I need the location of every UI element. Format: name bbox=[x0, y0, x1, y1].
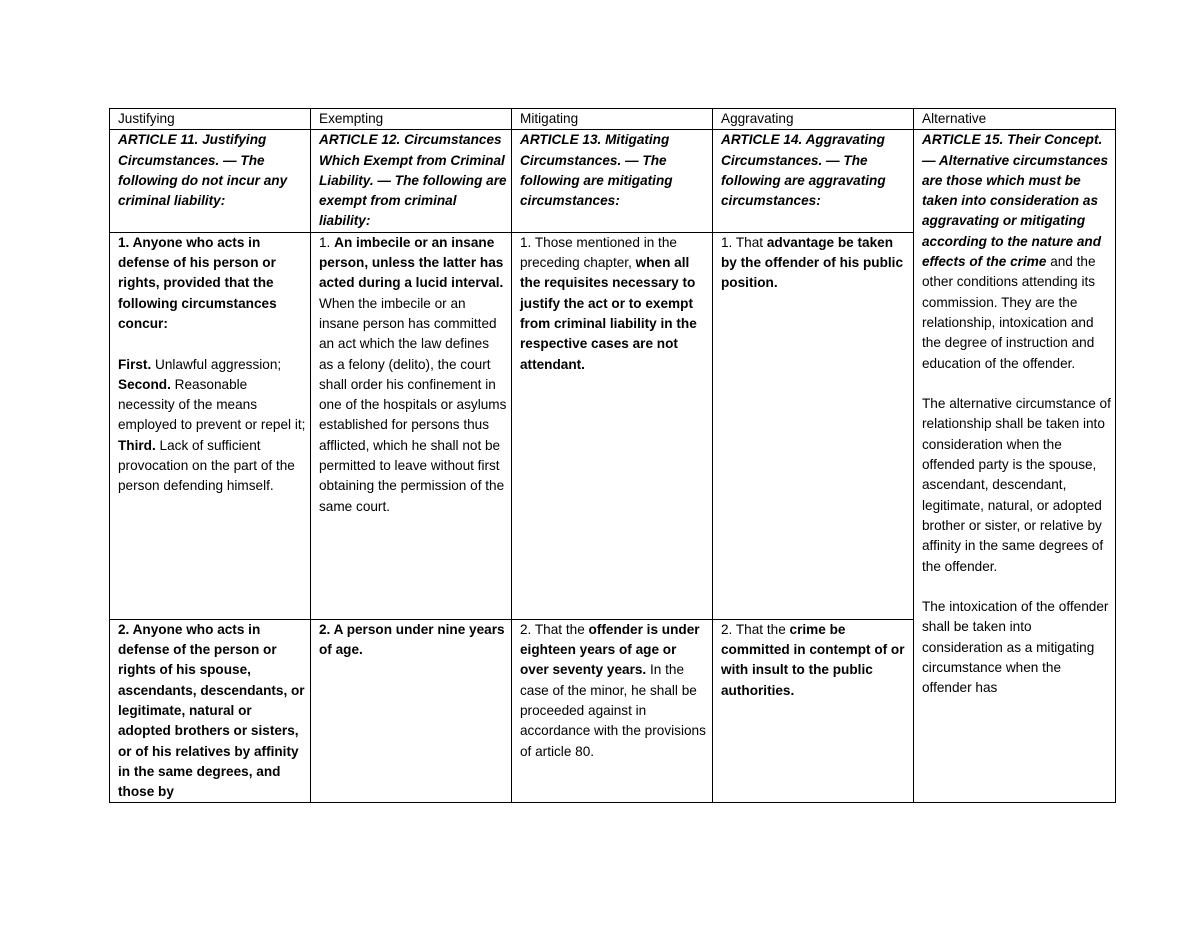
header-row bbox=[110, 109, 1116, 130]
alternative-cell bbox=[914, 130, 1116, 803]
requisite-third-label: Third. bbox=[118, 437, 156, 453]
header-mitigating: Mitigating bbox=[512, 109, 713, 130]
aggravating-item-2 bbox=[713, 619, 914, 803]
aggravating-item-2-normal: That the bbox=[735, 621, 790, 637]
exempting-item-1-num: 1. bbox=[319, 234, 335, 250]
aggravating-item-1-bold: advantage be taken by the offender of his public position. bbox=[721, 234, 904, 291]
justifying-item-2-text: 2. Anyone who acts in defense of the person or rights of his spouse, ascendants, descendants, or legitimate, natural or adopted brothers or sisters, or of his relatives by affinity in the same degrees, and those by bbox=[118, 621, 305, 800]
relationship-paragraph: The alternative circumstance of relationship shall be taken into consideration when the offended party is the spouse, ascendant, descendant, legitimate, natural, or adopted brother or sister, or relative by affinity in the same degrees of the offender. bbox=[922, 396, 1111, 574]
article-13-text: ARTICLE 13. Mitigating Circumstances. — The following are mitigating circumstances: bbox=[520, 132, 673, 209]
aggravating-item-1-normal: That bbox=[735, 234, 767, 250]
mitigating-intro-cell bbox=[512, 130, 713, 232]
intro-row bbox=[110, 130, 1116, 232]
exempting-item-2-bold: A person under nine years of age. bbox=[319, 621, 505, 658]
header-aggravating: Aggravating bbox=[713, 109, 914, 130]
mitigating-item-1-num: 1. bbox=[520, 234, 535, 250]
aggravating-item-2-num: 2. bbox=[721, 621, 736, 637]
mitigating-item-2-num: 2. bbox=[520, 621, 535, 637]
article-12-text: ARTICLE 12. Circumstances Which Exempt from Criminal Liability. — The following are exempt from criminal liability: bbox=[319, 132, 507, 229]
header-alternative: Alternative bbox=[914, 109, 1116, 130]
exempting-intro-cell bbox=[311, 130, 512, 232]
header-exempting: Exempting bbox=[311, 109, 512, 130]
mitigating-item-2 bbox=[512, 619, 713, 803]
aggravating-item-2-bold: crime be committed in contempt of or with insult to the public authorities. bbox=[721, 621, 905, 698]
exempting-item-1 bbox=[311, 232, 512, 619]
mitigating-item-1-bold: when all the requisites necessary to justify the act or to exempt from criminal liability in the respective cases are not attendant. bbox=[520, 255, 697, 372]
justifying-item-1 bbox=[110, 232, 311, 619]
justifying-item-2 bbox=[110, 619, 311, 803]
aggravating-item-1 bbox=[713, 232, 914, 619]
mitigating-item-2-rest: In the case of the minor, he shall be proceeded against in accordance with the provisions of article 80. bbox=[520, 662, 706, 759]
mitigating-item-1-normal: Those mentioned in the preceding chapter, bbox=[520, 234, 677, 271]
mitigating-item-1 bbox=[512, 232, 713, 619]
requisite-first-text: Unlawful aggression; bbox=[151, 356, 282, 372]
mitigating-item-2-bold: offender is under eighteen years of age or over seventy years. bbox=[520, 621, 700, 678]
requisite-third-text: Lack of sufficient provocation on the part of the person defending himself. bbox=[118, 437, 295, 494]
justifying-intro-cell bbox=[110, 130, 311, 232]
header-justifying: Justifying bbox=[110, 109, 311, 130]
article-15-rest: and the other conditions attending its commission. They are the relationship, intoxication and the degree of instruction and education of the offender. bbox=[922, 254, 1096, 371]
aggravating-item-1-num: 1. bbox=[721, 234, 736, 250]
article-15-text: ARTICLE 15. Their Concept. — Alternative circumstances are those which must be taken into consideration as aggravating or mitigating according to the nature and effects of the crime bbox=[922, 132, 1109, 270]
exempting-item-2-num: 2. bbox=[319, 621, 334, 637]
exempting-item-1-rest: When the imbecile or an insane person has committed an act which the law defines as a felony (delito), the court shall order his confinement in one of the hospitals or asylums established for persons thus afflicted, which he shall not be permitted to leave without first obtaining the permission of the same court. bbox=[319, 295, 507, 514]
article-11-text: ARTICLE 11. Justifying Circumstances. — The following do not incur any criminal liability: bbox=[118, 132, 288, 209]
justifying-item-1-lead: 1. Anyone who acts in defense of his person or rights, provided that the following circumstances concur: bbox=[118, 234, 277, 331]
mitigating-item-2-normal: That the bbox=[534, 621, 589, 637]
requisite-second-label: Second. bbox=[118, 376, 171, 392]
article-14-text: ARTICLE 14. Aggravating Circumstances. — The following are aggravating circumstances: bbox=[721, 132, 886, 209]
requisite-first bbox=[118, 355, 306, 375]
intoxication-paragraph: The intoxication of the offender shall be taken into consideration as a mitigating circumstance when the offender has bbox=[922, 599, 1109, 696]
exempting-item-2 bbox=[311, 619, 512, 803]
aggravating-intro-cell bbox=[713, 130, 914, 232]
requisite-second-text: Reasonable necessity of the means employed to prevent or repel it; bbox=[118, 376, 306, 433]
requisite-second bbox=[118, 375, 306, 436]
circumstances-table bbox=[109, 108, 1116, 803]
requisite-first-label: First. bbox=[118, 356, 152, 372]
exempting-item-1-bold: An imbecile or an insane person, unless the latter has acted during a lucid interval. bbox=[319, 234, 504, 291]
requisite-third bbox=[118, 436, 306, 497]
